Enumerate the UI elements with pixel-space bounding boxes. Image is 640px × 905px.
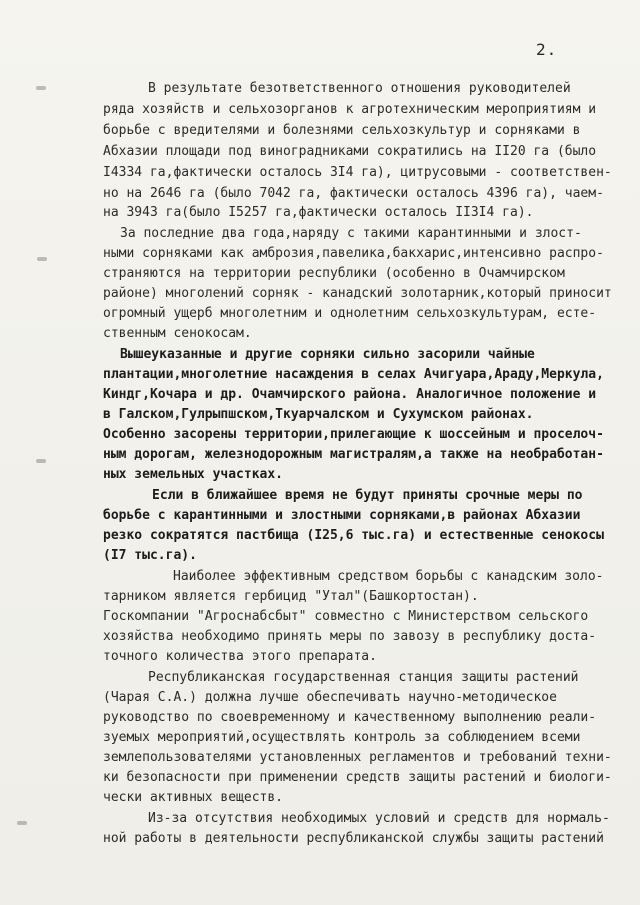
text-line: В результате безответственного отношения руководителей [148,81,571,96]
text-line: в Галском,Гулрыпшском,Ткуарчалском и Сухумском районах. [103,407,534,422]
text-line: борьбе с карантинными и злостными сорняками,в районах Абхазии [103,508,581,523]
text-line: Наиболее эффективным средством борьбы с канадским золо- [173,569,604,584]
text-line: Из-за отсутствия необходимых условий и средств для нормаль- [148,811,610,826]
text-line: ными сорняками как амброзия,павелика,бакхарис,интенсивно распро- [103,246,604,261]
text-line: Киндг,Кочара и др. Очамчирского района. Аналогичное положение и [103,387,597,402]
text-line: Если в ближайшее время не будут приняты срочные меры по [152,488,583,503]
text-line: За последние два года,наряду с такими карантинными и злост- [120,226,582,241]
text-line: тарником является гербицид "Утал"(Башкортостан). [103,589,479,604]
text-line: зуемых мероприятий,осуществлять контроль за соблюдением всеми [103,730,581,745]
text-line: (I7 тыс.га). [103,548,197,563]
binding-hole-mark [36,459,46,463]
text-line: Вышеуказанные и другие сорняки сильно засорили чайные [120,347,535,362]
text-line: плантации,многолетние насаждения в селах Ачигуара,Араду,Меркула, [103,367,604,382]
text-line: ным дорогам, железнодорожным магистралям,а также на необработан- [103,447,604,462]
text-line: на 3943 га(было I5257 га,фактически осталось II3I4 га). [103,205,534,220]
binding-hole-mark [17,821,27,825]
text-line: ряда хозяйств и сельхозорганов к агротехническим мероприятиям и [103,102,597,117]
text-line: руководство по своевременному и качественному выполнению реали- [103,710,597,725]
binding-hole-mark [36,86,46,90]
text-line: Абхазии площади под виноградниками сократились на II20 га (было [103,144,597,159]
text-line: но на 2646 га (было 7042 га, фактически осталось 4396 га), чаем- [103,186,604,201]
text-line: борьбе с вредителями и болезнями сельхозкультур и сорняками в [103,123,581,138]
text-line: (Чарая С.А.) должна лучше обеспечивать научно-методическое [103,690,557,705]
text-line: точного количества этого препарата. [103,649,377,664]
text-line: I4334 га,фактически осталось 3I4 га), цитрусовыми - соответствен- [103,165,612,180]
text-line: хозяйства необходимо принять меры по завозу в республику доста- [103,629,597,644]
text-line: резко сократятся пастбища (I25,6 тыс.га) и естественные сенокосы [103,528,604,543]
text-line: чески активных веществ. [103,790,284,805]
text-line: ных земельных участках. [103,467,284,482]
text-line: районе) многолений сорняк - канадский золотарник,который приносит [103,286,612,301]
page-number: 2. [536,40,558,59]
text-line: Республиканская государственная станция защиты растений [148,670,579,685]
text-line: страняются на территории республики (особенно в Очамчирском [103,266,565,281]
binding-hole-mark [37,257,47,261]
text-line: огромный ущерб многолетним и однолетним сельхозкультурам, есте- [103,306,597,321]
text-line: ной работы в деятельности республиканской службы защиты растений [103,831,604,846]
text-line: ки безопасности при применении средств защиты растений и биологи- [103,770,612,785]
text-line: Госкомпании "Агроснабсбыт" совместно с Министерством сельского [103,609,589,624]
text-line: землепользователями установленных регламентов и требований техни- [103,750,612,765]
text-line: Особенно засорены территории,прилегающие к шоссейным и проселоч- [103,427,604,442]
text-line: ственным сенокосам. [103,326,252,341]
